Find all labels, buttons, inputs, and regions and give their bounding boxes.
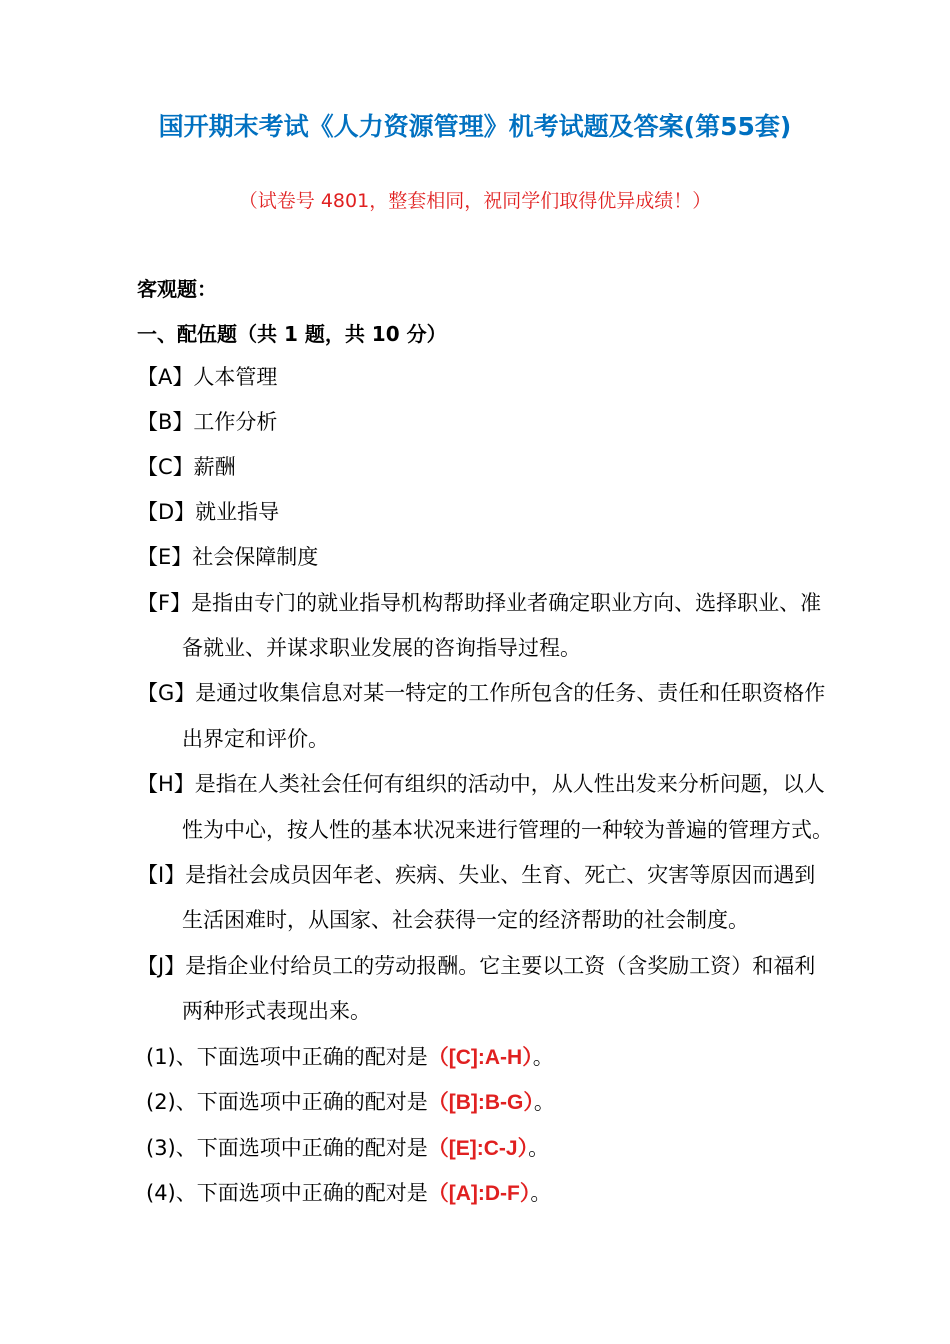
question-4 — [146, 1178, 551, 1209]
question-2 — [146, 1087, 555, 1118]
definition-j-line1: 【J】是指企业付给员工的劳动报酬。它主要以工资（含奖励工资）和福利 — [137, 954, 816, 978]
section-heading: 客观题： — [137, 277, 217, 301]
option-c: 【C】薪酬 — [137, 455, 236, 479]
definition-g-line1: 【G】是通过收集信息对某一特定的工作所包含的任务、责任和任职资格作 — [137, 681, 826, 705]
question-suffix: 。 — [532, 1045, 554, 1069]
question-suffix: 。 — [530, 1181, 552, 1205]
question-prompt: (3)、下面选项中正确的配对是 — [146, 1136, 428, 1160]
part-title: 一、配伍题（共 1 题，共 10 分） — [137, 322, 447, 346]
question-suffix: 。 — [528, 1136, 550, 1160]
question-prompt: (2)、下面选项中正确的配对是 — [146, 1090, 428, 1114]
question-1 — [146, 1042, 554, 1073]
answer: （[B]:B-G） — [427, 1091, 534, 1114]
question-suffix: 。 — [533, 1090, 555, 1114]
definition-j-line2: 两种形式表现出来。 — [182, 999, 371, 1023]
definition-f-line2: 备就业、并谋求职业发展的咨询指导过程。 — [182, 636, 581, 660]
definition-h-line1: 【H】是指在人类社会任何有组织的活动中，从人性出发来分析问题，以人 — [137, 772, 825, 796]
definition-i-line1: 【I】是指社会成员因年老、疾病、失业、生育、死亡、灾害等原因而遇到 — [137, 863, 816, 887]
option-e: 【E】社会保障制度 — [137, 545, 319, 569]
option-d: 【D】就业指导 — [137, 500, 280, 524]
definition-f-line1: 【F】是指由专门的就业指导机构帮助择业者确定职业方向、选择职业、准 — [137, 591, 822, 615]
option-b: 【B】工作分析 — [137, 410, 278, 434]
page-title: 国开期末考试《人力资源管理》机考试题及答案(第55套) — [158, 112, 792, 141]
question-prompt: (1)、下面选项中正确的配对是 — [146, 1045, 428, 1069]
question-prompt: (4)、下面选项中正确的配对是 — [146, 1181, 428, 1205]
definition-h-line2: 性为中心，按人性的基本状况来进行管理的一种较为普遍的管理方式。 — [182, 818, 833, 842]
option-a: 【A】人本管理 — [137, 365, 278, 389]
answer: （[E]:C-J） — [427, 1137, 529, 1160]
definition-i-line2: 生活困难时，从国家、社会获得一定的经济帮助的社会制度。 — [182, 908, 749, 932]
answer: （[C]:A-H） — [427, 1046, 533, 1069]
page-subtitle: （试卷号 4801，整套相同，祝同学们取得优异成绩！） — [238, 190, 712, 212]
answer: （[A]:D-F） — [427, 1182, 531, 1205]
question-3 — [146, 1133, 549, 1164]
definition-g-line2: 出界定和评价。 — [182, 727, 329, 751]
